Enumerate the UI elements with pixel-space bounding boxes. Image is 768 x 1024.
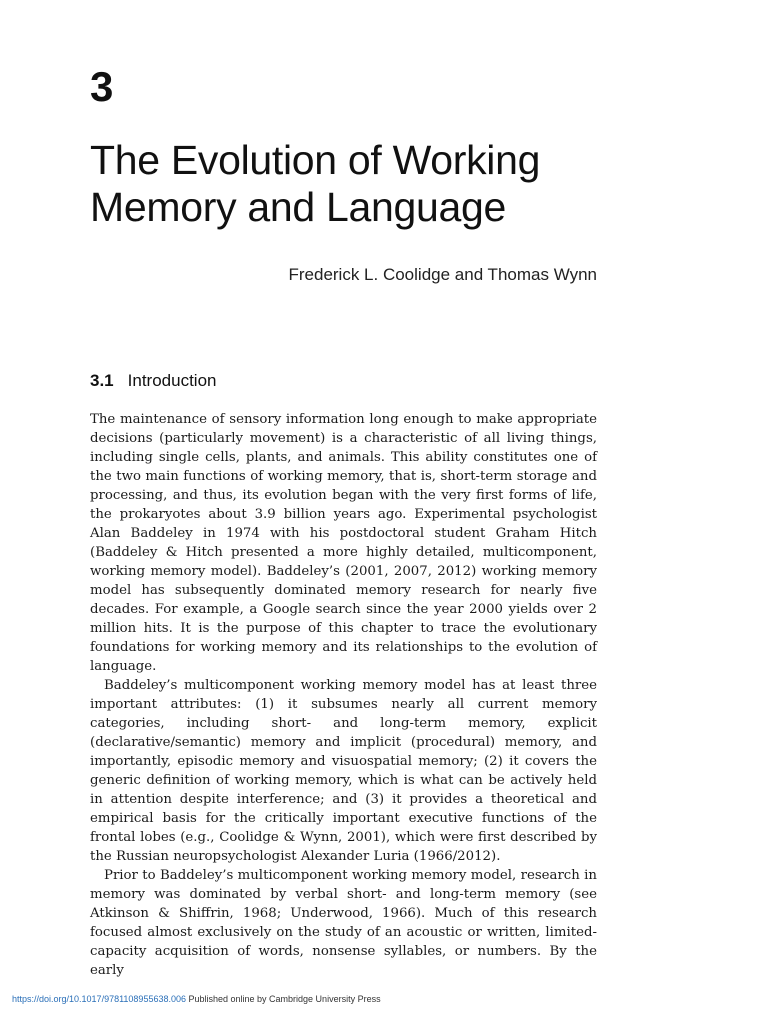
doi-link[interactable]: https://doi.org/10.1017/9781108955638.006: [12, 994, 186, 1004]
section-heading: [90, 370, 216, 392]
publisher-note: Published online by Cambridge University Press: [185, 994, 381, 1004]
chapter-number: 3: [90, 63, 114, 110]
section-number: 3.1: [90, 371, 114, 390]
body-text: [90, 410, 597, 980]
paragraph-1: The maintenance of sensory information long enough to make appropriate decisions (particularly movement) is a characteristic of all living things, including single cells, plants, and animals. This ability constitutes one of the two main functions of working memory, that is, short-term storage and processing, and thus, its evolution began with the very first forms of life, the prokaryotes about 3.9 billion years ago. Experimental psychologist Alan Baddeley in 1974 with his postdoctoral student Graham Hitch (Baddeley & Hitch presented a more highly detailed, multicomponent, working memory model). Baddeley’s (2001, 2007, 2012) working memory model has subsequently dominated memory research for nearly five decades. For example, a Google search since the year 2000 yields over 2 million hits. It is the purpose of this chapter to trace the evolutionary foundations for working memory and its relationships to the evolution of language.: [90, 412, 597, 674]
paragraph-2: Baddeley’s multicomponent working memory model has at least three important attributes: (1) it subsumes nearly all current memory categories, including short- and long-term memory, explicit (declarative/semantic) memory and implicit (procedural) memory, and importantly, episodic memory and visuospatial memory; (2) it covers the generic definition of working memory, which is what can be actively held in attention despite interference; and (3) it provides a theoretical and empirical basis for the critically important executive functions of the frontal lobes (e.g., Coolidge & Wynn, 2001), which were first described by the Russian neuropsychologist Alexander Luria (1966/2012).: [90, 678, 597, 864]
chapter-title: The Evolution of Working Memory and Language: [90, 137, 541, 230]
section-title: Introduction: [127, 371, 217, 390]
chapter-authors: Frederick L. Coolidge and Thomas Wynn: [288, 265, 597, 284]
paragraph-3: Prior to Baddeley’s multicomponent working memory model, research in memory was dominated by verbal short- and long-term memory (see Atkinson & Shiffrin, 1968; Underwood, 1966). Much of this research focused almost exclusively on the study of an acoustic or written, limited-capacity acquisition of words, nonsense syllables, or numbers. By the early: [90, 868, 597, 978]
page-footer: [12, 993, 381, 1005]
